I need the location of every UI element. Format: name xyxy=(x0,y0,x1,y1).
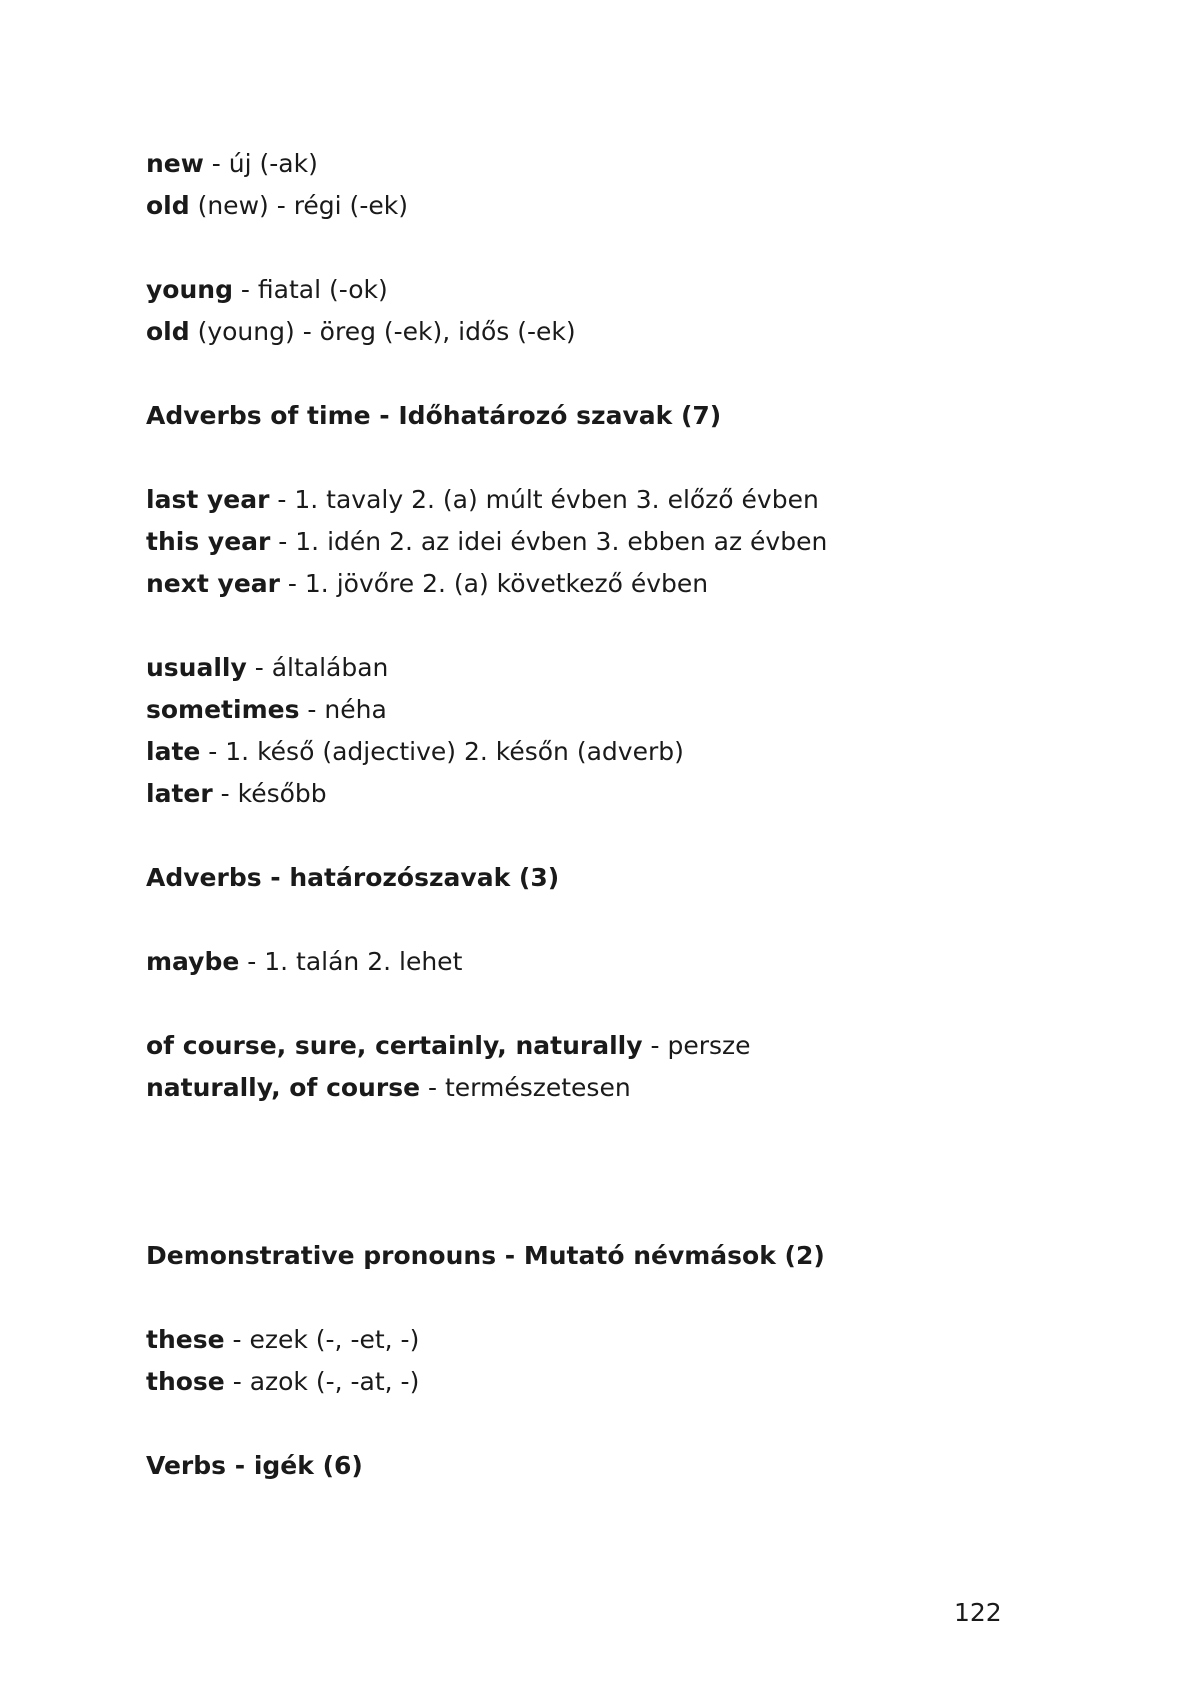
heading-demonstrative-pronouns: Demonstrative pronouns - Mutató névmások (2) xyxy=(146,1241,825,1270)
term: sometimes xyxy=(146,695,300,724)
entry-of-course xyxy=(146,1025,1106,1067)
term: young xyxy=(146,275,233,304)
translation: fiatal (-ok) xyxy=(257,275,388,304)
translation: 1. idén 2. az idei évben 3. ebben az évben xyxy=(295,527,828,556)
translation: öreg (-ek), idős (-ek) xyxy=(319,317,576,346)
vocabulary-page xyxy=(146,143,1106,1487)
separator: - xyxy=(232,275,258,304)
term: of course, sure, certainly, naturally xyxy=(146,1031,643,1060)
heading-adverbs-of-time: Adverbs of time - Időhatározó szavak (7) xyxy=(146,401,722,430)
translation: általában xyxy=(271,653,389,682)
translation: ezek (-, -et, -) xyxy=(249,1325,420,1354)
entry-late xyxy=(146,731,1106,773)
separator: (young) - xyxy=(189,317,320,346)
term: next year xyxy=(146,569,280,598)
translation: 1. talán 2. lehet xyxy=(264,947,463,976)
term: last year xyxy=(146,485,270,514)
separator: - xyxy=(642,1031,668,1060)
entry-those xyxy=(146,1361,1106,1403)
term: this year xyxy=(146,527,271,556)
entry-young xyxy=(146,269,1106,311)
entry-this-year xyxy=(146,521,1106,563)
entry-maybe xyxy=(146,941,1106,983)
separator: - xyxy=(279,569,305,598)
term: old xyxy=(146,317,190,346)
term: these xyxy=(146,1325,225,1354)
heading-adverbs: Adverbs - határozószavak (3) xyxy=(146,863,560,892)
term: maybe xyxy=(146,947,240,976)
separator: - xyxy=(203,149,229,178)
separator: - xyxy=(224,1325,250,1354)
separator: - xyxy=(299,695,325,724)
translation: 1. késő (adjective) 2. későn (adverb) xyxy=(225,737,684,766)
separator: - xyxy=(239,947,265,976)
translation: 1. tavaly 2. (a) múlt évben 3. előző évben xyxy=(294,485,819,514)
term: those xyxy=(146,1367,225,1396)
separator: - xyxy=(224,1367,250,1396)
entry-sometimes xyxy=(146,689,1106,731)
separator: - xyxy=(269,485,295,514)
term: later xyxy=(146,779,213,808)
translation: új (-ak) xyxy=(228,149,318,178)
entry-next-year xyxy=(146,563,1106,605)
translation: persze xyxy=(667,1031,751,1060)
separator: - xyxy=(270,527,296,556)
translation: néha xyxy=(324,695,387,724)
translation: régi (-ek) xyxy=(293,191,408,220)
entry-later xyxy=(146,773,1106,815)
separator: - xyxy=(246,653,272,682)
entry-usually xyxy=(146,647,1106,689)
entry-new xyxy=(146,143,1106,185)
page-number: 122 xyxy=(954,1598,1002,1627)
translation: azok (-, -at, -) xyxy=(249,1367,420,1396)
translation: 1. jövőre 2. (a) következő évben xyxy=(304,569,709,598)
separator: - xyxy=(200,737,226,766)
entry-last-year xyxy=(146,479,1106,521)
term: usually xyxy=(146,653,247,682)
entry-these xyxy=(146,1319,1106,1361)
entry-old-new xyxy=(146,185,1106,227)
separator: - xyxy=(420,1073,445,1102)
term: new xyxy=(146,149,204,178)
term: late xyxy=(146,737,201,766)
term: old xyxy=(146,191,190,220)
heading-verbs: Verbs - igék (6) xyxy=(146,1451,363,1480)
entry-old-young xyxy=(146,311,1106,353)
entry-naturally xyxy=(146,1067,1106,1109)
term: naturally, of course xyxy=(146,1073,421,1102)
separator: - xyxy=(212,779,238,808)
separator: (new) - xyxy=(189,191,294,220)
translation: természetesen xyxy=(444,1073,631,1102)
translation: később xyxy=(237,779,327,808)
